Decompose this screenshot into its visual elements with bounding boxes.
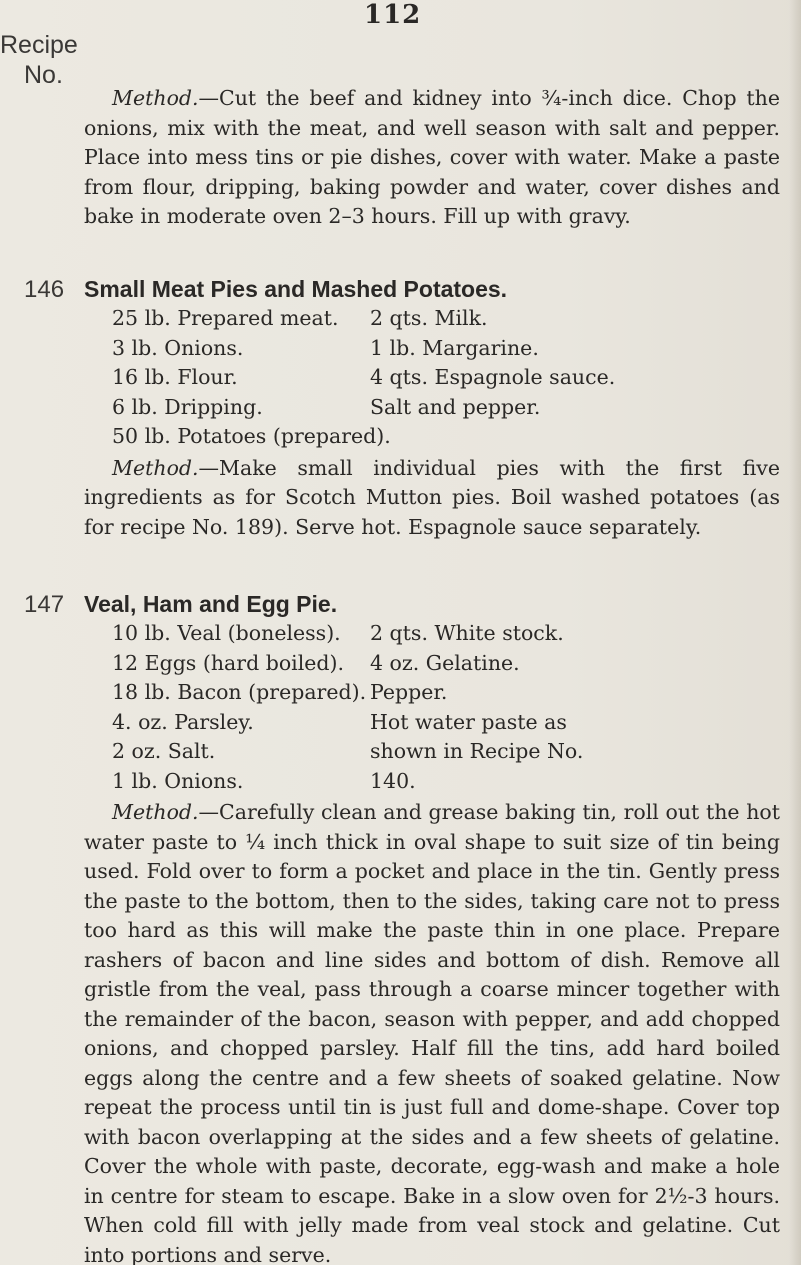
- ingredient-item: 2 qts. White stock.: [370, 621, 564, 645]
- recipe-number: 146: [24, 276, 65, 303]
- ingredient-item: 2 oz. Salt.: [112, 739, 216, 763]
- ingredient-item: 18 lb. Bacon (prepared).: [112, 680, 367, 704]
- recipe-block: [84, 589, 780, 1265]
- recipe-title: Veal, Ham and Egg Pie.: [84, 591, 338, 617]
- method-label: Method.: [112, 455, 199, 480]
- ingredient-item: shown in Recipe No.: [370, 739, 584, 763]
- ingredient-item: 4 oz. Gelatine.: [370, 650, 520, 675]
- method-paragraph: [84, 798, 780, 1265]
- recipe-block: [84, 274, 780, 542]
- method-label: Method.: [112, 86, 199, 110]
- method-paragraph: [84, 454, 780, 543]
- method-label: Method.: [112, 800, 199, 824]
- method-text: —Carefully clean and grease baking tin, roll out the hot water paste to ¼ inch thick in oval shape to suit size of tin being used. Fold over to form a pocket and place in the tin. Gently press the paste to the bottom, then to the sides, taking care not to press too hard as this will make the paste thin in one place. Prepare rashers of bacon and line sides and bottom of dish. Remove all gristle from the veal, pass through a coarse mincer together with the remainder of the bacon, season with pepper, and add chopped onions, and chopped parsley. Half fill the tins, add hard boiled eggs along the centre and a few sheets of soaked gelatine. Now repeat the process until tin is just full and dome-shape. Cover top with bacon overlapping at the sides and a few sheets of gelatine. Cover the whole with paste, decorate, egg-wash and make a hole in centre for steam to escape. Bake in a slow oven for 2½-3 hours. When cold fill with jelly made from veal stock and gelatine. Cut into portions and serve.: [84, 800, 780, 1265]
- ingredient-item: 4. oz. Parsley.: [112, 709, 254, 734]
- ingredient-item: 2 qts. Milk.: [370, 306, 488, 330]
- ingredient-item: 140.: [370, 768, 416, 793]
- recipe-number: 147: [24, 591, 65, 618]
- ingredient-item: 6 lb. Dripping.: [112, 394, 263, 419]
- ingredient-item: 25 lb. Prepared meat.: [112, 306, 339, 330]
- margin-heading: [0, 30, 78, 90]
- ingredient-item: Salt and pepper.: [370, 394, 541, 419]
- ingredient-item: 1 lb. Margarine.: [370, 335, 539, 360]
- ingredient-item: 16 lb. Flour.: [112, 365, 238, 389]
- intro-method: [84, 84, 780, 232]
- margin-heading-line-1: Recipe: [0, 31, 78, 59]
- ingredients-list: [84, 304, 780, 452]
- ingredient-item: 50 lb. Potatoes (prepared).: [112, 424, 391, 448]
- ingredient-item: 12 Eggs (hard boiled).: [112, 650, 345, 675]
- ingredient-item: 1 lb. Onions.: [112, 768, 244, 793]
- ingredients-list: [84, 619, 780, 796]
- recipe-title: Small Meat Pies and Mashed Potatoes.: [84, 276, 508, 302]
- ingredient-item: 10 lb. Veal (boneless).: [112, 621, 341, 645]
- ingredient-item: Pepper.: [370, 680, 448, 704]
- ingredient-item: 3 lb. Onions.: [112, 335, 244, 360]
- intro-method-paragraph: [84, 84, 780, 232]
- method-text: —Make small individual pies with the first five ingredients as for Scotch Mutton pies. Boil washed potatoes (as for recipe No. 189). Serve hot. Espagnole sauce separately.: [84, 455, 780, 539]
- method-text: —Cut the beef and kidney into ¾-inch dice. Chop the onions, mix with the meat, and well season with salt and pepper. Place into mess tins or pie dishes, cover with water. Make a paste from flour, dripping, baking powder and water, cover dishes and bake in moderate oven 2–3 hours. Fill up with gravy.: [84, 86, 780, 228]
- ingredient-item: 4 qts. Espagnole sauce.: [370, 365, 616, 389]
- page-edge-shadow: [789, 0, 801, 1265]
- page-number: 112: [364, 0, 422, 30]
- margin-heading-line-2: No.: [24, 61, 63, 89]
- ingredient-item: Hot water paste as: [370, 709, 567, 734]
